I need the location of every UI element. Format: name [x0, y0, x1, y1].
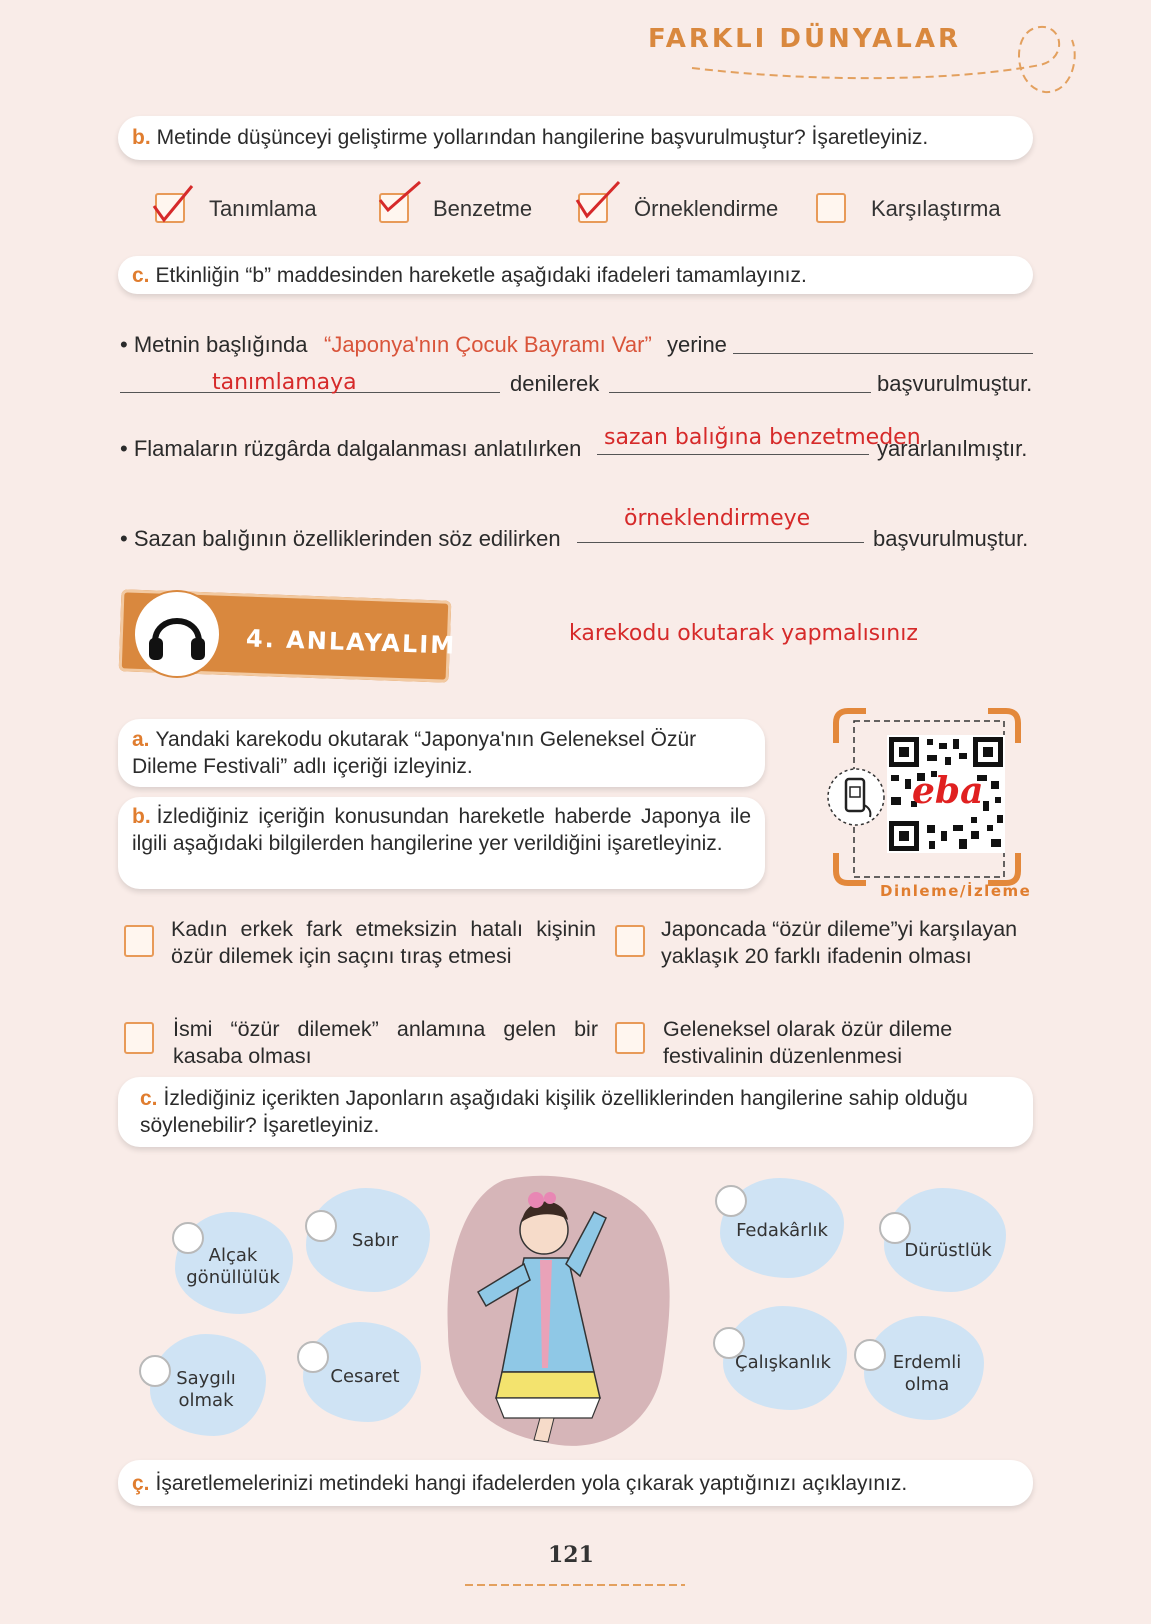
qr-caption: Dinleme/İzleme	[880, 882, 1032, 900]
fill-line1-suffix: yerine	[667, 332, 727, 357]
question-text: İşaretlemelerinizi metindeki hangi ifadelerden yola çıkarak yaptığınızı açıklayınız.	[155, 1472, 908, 1495]
answer-3: örneklendirmeye	[624, 506, 811, 531]
trait-label: Fedakârlık	[736, 1220, 828, 1241]
question-letter: ç.	[132, 1472, 150, 1495]
option-label-orneklendirme: Örneklendirme	[634, 196, 779, 221]
question-b2-box	[118, 797, 765, 889]
eba-logo: eba	[912, 770, 984, 812]
fill-line4-end: başvurulmuştur.	[873, 526, 1029, 551]
question-c2-box	[118, 1077, 1033, 1147]
trait-option-sabir[interactable]	[305, 1210, 337, 1242]
question-text: Metinde düşünceyi geliştirme yollarından hangilerine başvurulmuştur? İşaretleyiniz.	[156, 126, 929, 149]
fill-line4-prefix: • Sazan balığının özelliklerinden söz edilirken	[120, 526, 561, 551]
headphone-badge	[135, 592, 219, 676]
question-letter: a.	[132, 728, 150, 751]
checkmark-icon	[575, 178, 621, 224]
blank-line[interactable]	[733, 353, 1033, 354]
blank-line[interactable]	[597, 454, 869, 455]
checkmark-icon	[150, 180, 196, 226]
question-letter: b.	[132, 805, 151, 828]
headphones-icon	[135, 592, 219, 676]
fill-line1-quote: “Japonya'nın Çocuk Bayramı Var”	[324, 332, 652, 357]
trait-label: Çalışkanlık	[735, 1352, 831, 1373]
checkbox-item-1[interactable]	[124, 925, 154, 957]
question-a-box	[118, 719, 765, 787]
question-c-box	[118, 256, 1033, 294]
question-text: İzlediğiniz içerikten Japonların aşağıdaki kişilik özelliklerinden hangilerine sahip olduğu söylenebilir? İşaretleyiniz.	[140, 1087, 968, 1137]
checkbox-item-4[interactable]	[615, 1022, 645, 1054]
page-number: 121	[548, 1542, 594, 1568]
handwritten-note: karekodu okutarak yapmalısınız	[569, 621, 918, 646]
section-title: 4. ANLAYALIM	[245, 624, 457, 660]
item-4-text: Geleneksel olarak özür dileme festivalinin düzenlenmesi	[663, 1017, 953, 1068]
fill-line2-end: başvurulmuştur.	[877, 371, 1033, 396]
checkmark-icon	[376, 178, 422, 224]
fill-line3-end: yararlanılmıştır.	[877, 436, 1028, 461]
checkbox-item-2[interactable]	[615, 925, 645, 957]
blank-line[interactable]	[577, 542, 864, 543]
fill-line1-prefix: • Metnin başlığında	[120, 332, 308, 357]
phone-scan-icon	[826, 765, 888, 829]
item-2-text: Japoncada “özür dileme”yi karşılayan yaklaşık 20 farklı ifadenin olması	[661, 917, 1018, 968]
header-decoration	[690, 10, 1090, 100]
trait-label: Saygılı olmak	[176, 1368, 236, 1411]
trait-label: Cesaret	[330, 1366, 400, 1387]
trait-label: Alçak gönüllülük	[186, 1245, 280, 1288]
item-3-text: İsmi “özür dilemek” anlamına gelen bir kasaba olması	[173, 1017, 598, 1068]
checkbox-karsilastirma[interactable]	[816, 193, 846, 223]
question-text: Yandaki karekodu okutarak “Japonya'nın Geleneksel Özür Dileme Festivali” adlı içeriği izleyiniz.	[132, 728, 697, 778]
blank-line[interactable]	[609, 392, 871, 393]
fill-line3-prefix: • Flamaların rüzgârda dalgalanması anlatılırken	[120, 436, 582, 461]
trait-label: Dürüstlük	[904, 1240, 992, 1261]
item-1-text: Kadın erkek fark etmeksizin hatalı kişinin özür dilemek için saçını tıraş etmesi	[171, 917, 596, 968]
question-letter: c.	[140, 1087, 158, 1110]
trait-label: Erdemli olma	[892, 1352, 962, 1395]
option-label-karsilastirma: Karşılaştırma	[871, 196, 1001, 221]
question-text: Etkinliğin “b” maddesinden hareketle aşağıdaki ifadeleri tamamlayınız.	[155, 264, 807, 287]
answer-2: sazan balığına benzetmeden	[604, 425, 921, 450]
option-label-benzetme: Benzetme	[433, 196, 533, 221]
trait-option-fedakarlik[interactable]	[715, 1185, 747, 1217]
question-text: İzlediğiniz içeriğin konusundan hareketle haberde Japonya ile ilgili aşağıdaki bilgilerden hangilerine yer verildiğini işaretleyiniz.	[132, 805, 751, 855]
checkbox-item-3[interactable]	[124, 1022, 154, 1054]
footer-decoration	[465, 1580, 685, 1590]
option-label-tanimlama: Tanımlama	[209, 196, 317, 221]
chapter-title: FARKLI DÜNYALAR	[648, 24, 961, 54]
question-b-box	[118, 116, 1033, 160]
answer-1: tanımlamaya	[212, 370, 357, 395]
japanese-girl-illustration	[444, 1172, 674, 1450]
fill-line2-mid: denilerek	[510, 371, 600, 396]
question-letter: c.	[132, 264, 150, 287]
trait-label: Sabır	[351, 1230, 399, 1251]
question-cc-box	[118, 1460, 1033, 1506]
question-letter: b.	[132, 126, 151, 149]
